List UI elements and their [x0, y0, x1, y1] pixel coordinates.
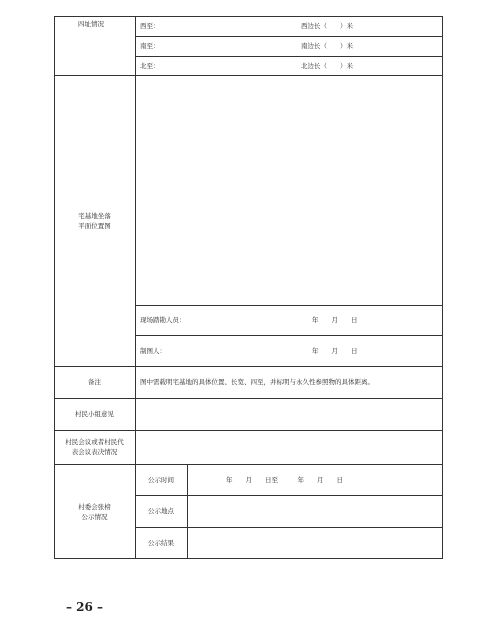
sub-row-divider: [135, 305, 443, 306]
remark-label: 备注: [88, 378, 101, 386]
publicity-result-field[interactable]: [188, 528, 442, 558]
sub-row-divider: [135, 36, 443, 37]
sizhi-label: 四址情况: [78, 20, 104, 28]
table-border-bottom: [54, 558, 443, 559]
surveyor-label: 现场踏勘人员：: [140, 316, 186, 324]
drawer-label: 制图人：: [140, 347, 166, 355]
group-opinion-label: 村民小组意见: [75, 410, 114, 418]
publicity-label-line1: 村委会张榜: [78, 503, 111, 511]
row-divider: [54, 366, 443, 367]
page-number: – 26 –: [66, 600, 104, 614]
publicity-time-label: 公示时间: [148, 476, 174, 484]
table-border-right: [442, 16, 443, 559]
group-opinion-field[interactable]: [136, 399, 442, 430]
sub-row-divider: [135, 56, 443, 57]
site-plan-drawing-area[interactable]: [136, 76, 442, 305]
publicity-result-label: 公示结果: [148, 539, 174, 547]
publicity-place-field[interactable]: [188, 496, 442, 527]
remark-text: 图中需载明宅基地的具体位置、长宽、四至，并标明与永久性参照物的具体距离。: [140, 378, 374, 386]
publicity-label-line2: 公示情况: [81, 513, 108, 521]
west-side-length: 西边长（ ）米: [301, 22, 353, 30]
village-meeting-label-line1: 村民会议或者村民代: [65, 438, 124, 446]
location-label-line1: 宅基地坐落: [78, 212, 111, 220]
north-boundary-label: 北至：: [140, 62, 160, 70]
village-meeting-field[interactable]: [136, 431, 442, 464]
north-side-length: 北边长（ ）米: [301, 62, 353, 70]
west-boundary-label: 西至：: [140, 22, 160, 30]
surveyor-date: 年 月 日: [312, 316, 358, 324]
table-border-top: [54, 16, 443, 17]
south-boundary-label: 南至：: [140, 42, 160, 50]
table-border-left: [54, 16, 55, 559]
publicity-place-label: 公示地点: [148, 507, 174, 515]
drawer-date: 年 月 日: [312, 347, 358, 355]
row-divider: [54, 464, 443, 465]
publicity-time-value: 年 月 日至 年 月 日: [226, 476, 343, 484]
sub-row-divider: [135, 335, 443, 336]
village-meeting-label-line2: 表会议表决情况: [71, 448, 118, 456]
south-side-length: 南边长（ ）米: [301, 42, 353, 50]
location-label-line2: 平面位置图: [78, 222, 111, 230]
application-form-table: [54, 16, 443, 558]
